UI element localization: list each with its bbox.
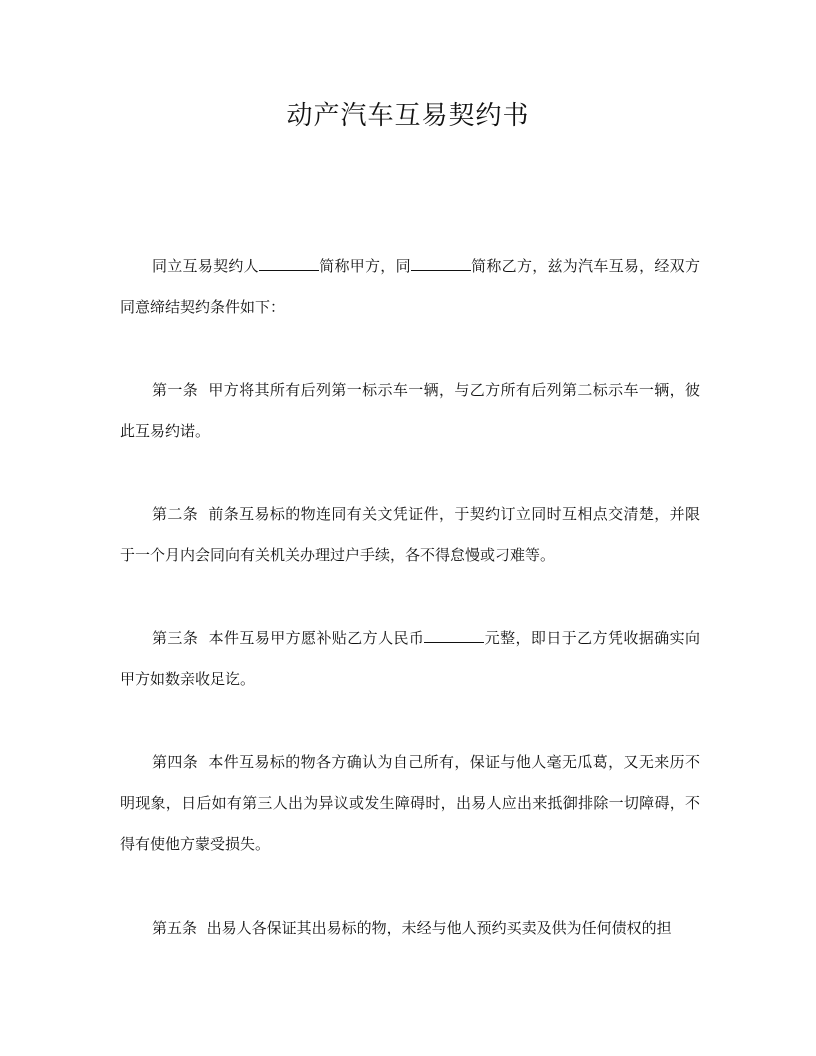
- article-1-label: 第一条: [152, 381, 199, 399]
- intro-part-2: 简称甲方，同: [318, 257, 411, 275]
- article-5: [120, 908, 700, 949]
- party-a-blank: [259, 255, 319, 271]
- article-1: [120, 370, 700, 452]
- party-b-blank: [411, 255, 471, 271]
- article-3-text-after: 元整，即日于乙方凭收据确实向甲方如数亲收足讫。: [120, 629, 700, 688]
- article-4-text: 本件互易标的物各方确认为自己所有，保证与他人毫无瓜葛，又无来历不明现象，日后如有第三人出为异议或发生障碍时，出易人应出来抵御排除一切障碍，不得有使他方蒙受损失。: [120, 753, 700, 853]
- article-2-text: 前条互易标的物连同有关文凭证件，于契约订立同时互相点交清楚，并限于一个月内会同向有关机关办理过户手续，各不得怠慢或刁难等。: [120, 505, 700, 564]
- article-1-text: 甲方将其所有后列第一标示车一辆，与乙方所有后列第二标示车一辆，彼此互易约诺。: [120, 381, 700, 440]
- intro-part-3: 简称乙方，兹为汽车互易，经双方同意缔结契约条件如下：: [120, 257, 700, 316]
- amount-blank: [424, 627, 484, 643]
- intro-paragraph: [120, 246, 700, 328]
- article-5-text: 出易人各保证其出易标的物，未经与他人预约买卖及供为任何债权的担: [206, 919, 672, 937]
- article-4-label: 第四条: [152, 753, 199, 771]
- article-2-label: 第二条: [152, 505, 199, 523]
- article-3: [120, 618, 700, 700]
- article-2: [120, 494, 700, 576]
- article-5-label: 第五条: [152, 919, 198, 937]
- article-3-label: 第三条: [152, 629, 199, 647]
- document-title: 动产汽车互易契约书: [286, 101, 530, 131]
- article-3-text-before: 本件互易甲方愿补贴乙方人民币: [208, 629, 425, 647]
- article-4: [120, 742, 700, 865]
- intro-part-1: 同立互易契约人: [152, 257, 259, 275]
